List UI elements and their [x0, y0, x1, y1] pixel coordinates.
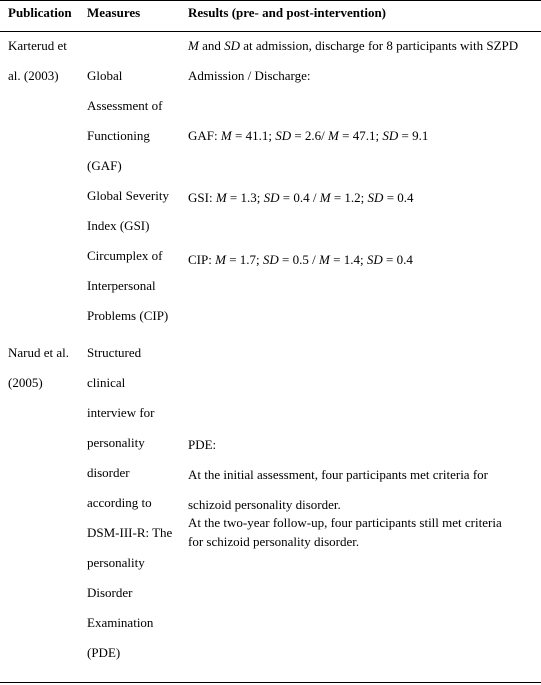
row1-results-subheading: Admission / Discharge: [188, 68, 311, 83]
row1-measure-line: (GAF) [87, 158, 122, 173]
row1-result-gaf: GAF: M = 41.1; SD = 2.6/ M = 47.1; SD = 9.1 [188, 128, 429, 143]
row2-measure-line: Structured [87, 345, 142, 360]
row2-result-line: for schizoid personality disorder. [188, 534, 360, 549]
top-rule [0, 0, 541, 1]
row1-result-cip: CIP: M = 1.7; SD = 0.5 / M = 1.4; SD = 0.4 [188, 252, 413, 267]
row2-result-line: PDE: [188, 437, 217, 452]
row2-publication-line2: (2005) [8, 375, 43, 390]
row2-measure-line: interview for [87, 405, 155, 420]
row1-measure-line: Problems (CIP) [87, 308, 169, 323]
row2-measure-line: disorder [87, 465, 130, 480]
bottom-rule [0, 682, 541, 683]
row2-publication-line1: Narud et al. [8, 345, 70, 360]
row2-measure-line: Examination [87, 615, 154, 630]
row1-results-intro: M and SD at admission, discharge for 8 participants with SZPD [188, 38, 519, 53]
row2-measure-line: personality [87, 555, 145, 570]
mean-symbol: M [188, 38, 199, 53]
row2-measure-line: personality [87, 435, 145, 450]
row1-measure-line: Circumplex of [87, 248, 163, 263]
row1-publication-line2: al. (2003) [8, 68, 59, 83]
row1-measure-line: Index (GSI) [87, 218, 150, 233]
row1-result-gsi: GSI: M = 1.3; SD = 0.4 / M = 1.2; SD = 0.4 [188, 190, 414, 205]
row1-measure-line: Global Severity [87, 188, 169, 203]
header-measures: Measures [87, 5, 141, 20]
row2-result-line: schizoid personality disorder. [188, 497, 341, 512]
row2-result-line: At the two-year follow-up, four participants still met criteria [188, 515, 502, 530]
row1-measure-line: Functioning [87, 128, 150, 143]
sd-symbol: SD [224, 38, 241, 53]
row2-measure-line: DSM-III-R: The [87, 525, 173, 540]
header-publication: Publication [8, 5, 72, 20]
row2-measure-line: (PDE) [87, 645, 121, 660]
row1-measure-line: Global [87, 68, 123, 83]
header-rule [0, 31, 541, 32]
row1-publication-line1: Karterud et [8, 38, 67, 53]
row1-measure-line: Interpersonal [87, 278, 156, 293]
row2-result-line: At the initial assessment, four participants met criteria for [188, 467, 488, 482]
row2-measure-line: Disorder [87, 585, 133, 600]
row1-measure-line: Assessment of [87, 98, 163, 113]
row2-measure-line: clinical [87, 375, 126, 390]
header-results: Results (pre- and post-intervention) [188, 5, 387, 20]
row2-measure-line: according to [87, 495, 152, 510]
